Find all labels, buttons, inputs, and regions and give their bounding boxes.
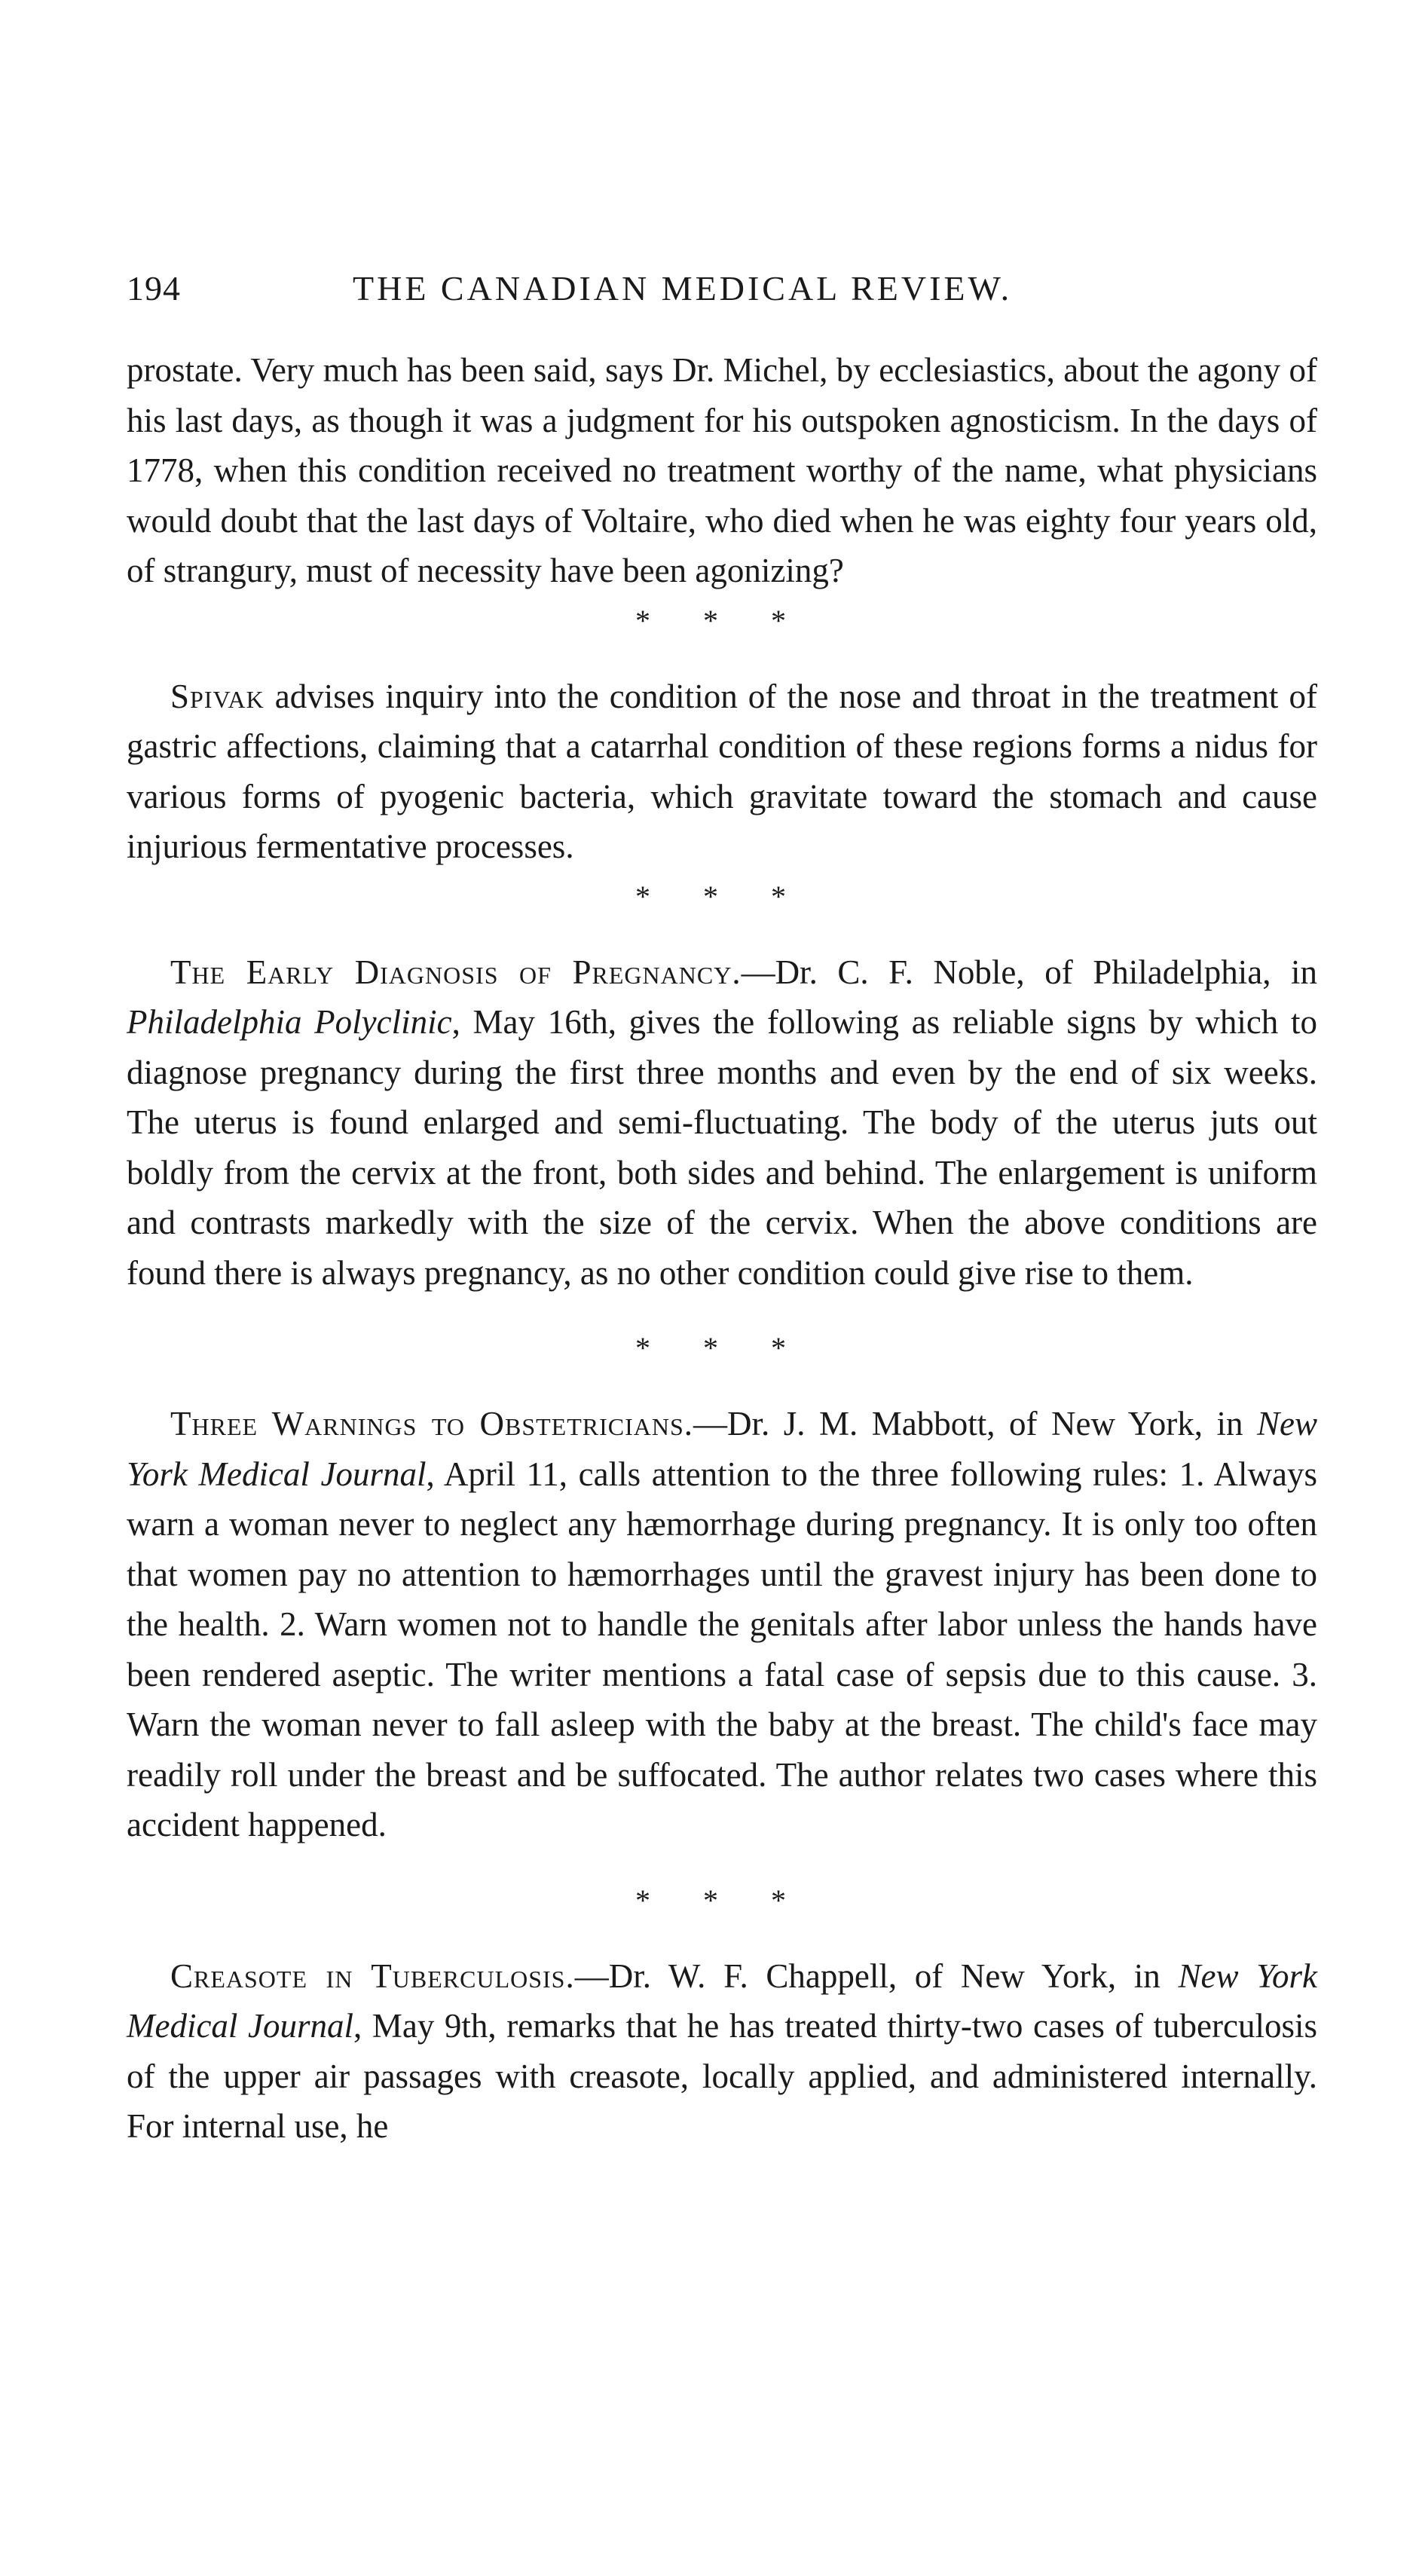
body-text	[127, 345, 1317, 2152]
paragraph-creasote-text-a: —Dr. W. F. Chappell, of New York, in	[574, 1956, 1179, 1995]
paragraph-three-warnings-text-b: , April 11, calls attention to the three following rules: 1. Always warn a woman never to neglect any hæmorrhage during pregnancy. It is only too often that women pay no attention to hæmorrhages until the gravest injury has been done to the health. 2. Warn women not to handle the genitals after labor unless the hands have been rendered aseptic. The writer mentions a fatal case of sepsis due to this cause. 3. Warn the woman never to fall asleep with the baby at the breast. The child's face may readily roll under the breast and be suffocated. The author relates two cases where this accident happened.	[127, 1455, 1317, 1843]
paragraph-voltaire-text: prostate. Very much has been said, says Dr. Michel, by ecclesiastics, about the agony of his last days, as though it was a judgment for his outspoken agnosticism. In the days of 1778, when this condition received no treatment worthy of the name, what physicians would doubt that the last days of Voltaire, who died when he was eighty four years old, of strangury, must of necessity have been agonizing?	[127, 351, 1317, 589]
paragraph-early-diagnosis	[127, 947, 1317, 1299]
paragraph-early-diagnosis-text-a: —Dr. C. F. Noble, of Philadelphia, in	[741, 953, 1317, 991]
paragraph-early-diagnosis-journal: Philadelphia Polyclinic	[127, 1003, 452, 1041]
paragraph-three-warnings	[127, 1399, 1317, 1850]
paragraph-creasote-heading: Creasote in Tuberculosis.	[170, 1956, 575, 1995]
page-header	[127, 268, 1317, 321]
paragraph-three-warnings-heading: Three Warnings to Obstetricians.	[170, 1405, 694, 1442]
section-separator-4: * * *	[635, 1883, 809, 1917]
section-separator-1: * * *	[635, 603, 809, 638]
paragraph-three-warnings-journal: New York Medical Journal	[127, 1405, 1317, 1493]
paragraph-spivak-lead: Spivak	[170, 677, 265, 715]
paragraph-creasote-text-b: , May 9th, remarks that he has treated thirty-two cases of tuberculosis of the upper air passages with creasote, locally applied, and administered internally. For internal use, he	[127, 2007, 1317, 2145]
page-number: 194	[127, 269, 181, 307]
paragraph-creasote	[127, 1951, 1317, 2152]
paragraph-voltaire	[127, 345, 1317, 596]
section-separator-3: * * *	[635, 1331, 809, 1365]
paragraph-creasote-journal: New York Medical Journal	[127, 1956, 1317, 2045]
paragraph-three-warnings-text-a: —Dr. J. M. Mabbott, of New York, in	[693, 1405, 1257, 1442]
paragraph-early-diagnosis-heading: The Early Diagnosis of Pregnancy.	[170, 953, 742, 991]
paragraph-spivak	[127, 672, 1317, 872]
running-title: THE CANADIAN MEDICAL REVIEW.	[353, 269, 1013, 307]
section-separator-2: * * *	[635, 879, 809, 913]
paragraph-early-diagnosis-text-b: , May 16th, gives the following as reliable signs by which to diagnose pregnancy during the first three months and even by the end of six weeks. The uterus is found enlarged and semi-fluctuating. The body of the uterus juts out boldly from the cervix at the front, both sides and behind. The enlargement is uniform and contrasts markedly with the size of the cervix. When the above conditions are found there is always pregnancy, as no other condition could give rise to them.	[127, 1003, 1317, 1292]
paragraph-spivak-text: advises inquiry into the condition of the nose and throat in the treatment of gastric affections, claiming that a catarrhal condition of these regions forms a nidus for various forms of pyogenic bacteria, which gravitate toward the stomach and cause injurious fermentative processes.	[127, 677, 1317, 865]
